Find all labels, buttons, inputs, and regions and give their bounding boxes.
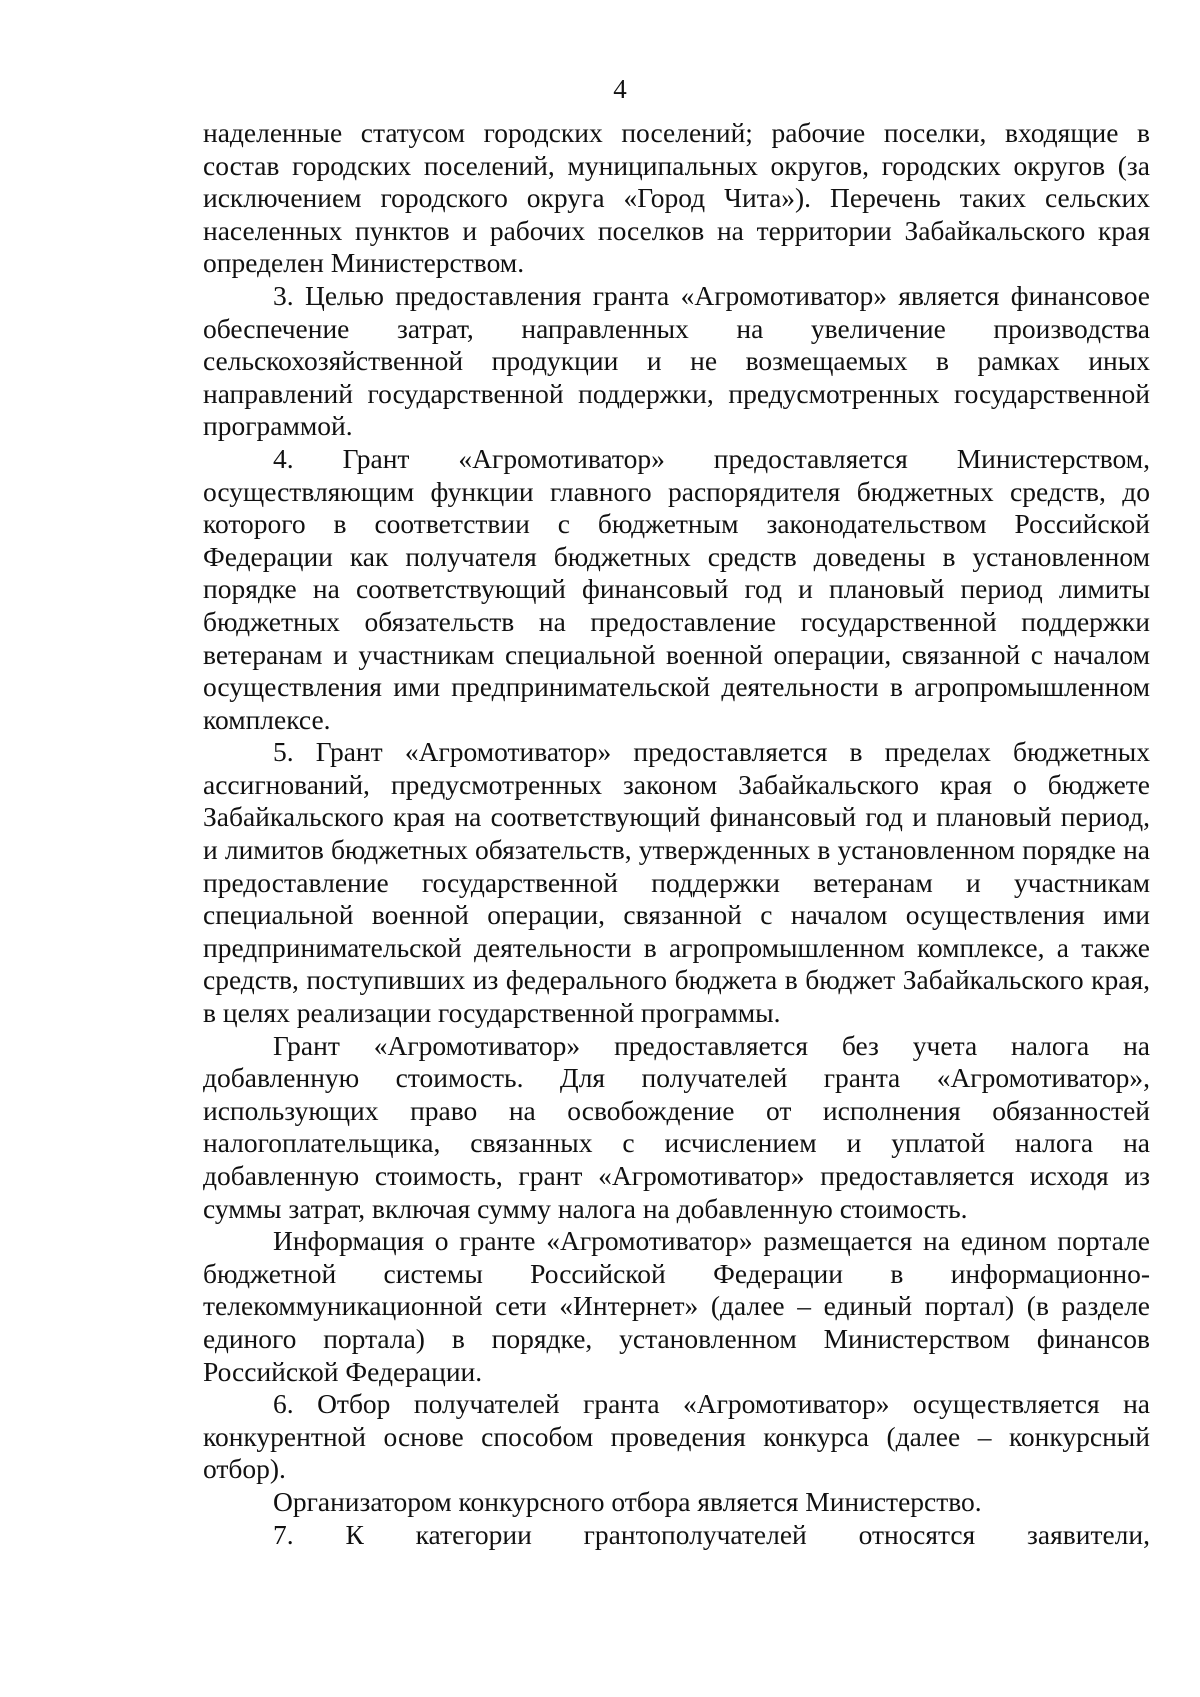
- paragraph-portal-info: Информация о гранте «Агромотиватор» размещается на едином портале бюджетной системы Российской Федерации в информационно-телекоммуникационной сети «Интернет» (далее – единый портал) (в разделе единого портала) в порядке, установленном Министерством финансов Российской Федерации.: [203, 1225, 1150, 1387]
- paragraph-vat: Грант «Агромотиватор» предоставляется без учета налога на добавленную стоимость. Для получателей гранта «Агромотиватор», использующих право на освобождение от исполнения обязанностей налогоплательщика, связанных с исчислением и уплатой налога на добавленную стоимость, грант «Агромотиватор» предоставляется исходя из суммы затрат, включая сумму налога на добавленную стоимость.: [203, 1029, 1150, 1224]
- page-number: 4: [613, 74, 627, 104]
- paragraph-item-3: 3. Целью предоставления гранта «Агромотиватор» является финансовое обеспечение затрат, направленных на увеличение производства сельскохозяйственной продукции и не возмещаемых в рамках иных направлений государственной поддержки, предусмотренных государственной программой.: [203, 279, 1150, 442]
- paragraph-item-5: 5. Грант «Агромотиватор» предоставляется в пределах бюджетных ассигнований, предусмотренных законом Забайкальского края о бюджете Забайкальского края на соответствующий финансовый год и плановый период, и лимитов бюджетных обязательств, утвержденных в установленном порядке на предоставление государственной поддержки ветеранам и участникам специальной военной операции, связанной с началом осуществления ими предпринимательской деятельности в агропромышленном комплексе, а также средств, поступивших из федерального бюджета в бюджет Забайкальского края, в целях реализации государственной программы.: [203, 736, 1150, 1029]
- paragraph-item-4: 4. Грант «Агромотиватор» предоставляется Министерством, осуществляющим функции главного распорядителя бюджетных средств, до которого в соответствии с бюджетным законодательством Российской Федерации как получателя бюджетных средств доведены в установленном порядке на соответствующий финансовый год и плановый период лимиты бюджетных обязательств на предоставление государственной поддержки ветеранам и участникам специальной военной операции, связанной с началом осуществления ими предпринимательской деятельности в агропромышленном комплексе.: [203, 442, 1150, 735]
- paragraph-item-6: 6. Отбор получателей гранта «Агромотиватор» осуществляется на конкурентной основе способом проведения конкурса (далее – конкурсный отбор).: [203, 1388, 1150, 1485]
- document-body: [203, 117, 1150, 1551]
- paragraph-continuation: наделенные статусом городских поселений; рабочие поселки, входящие в состав городских поселений, муниципальных округов, городских округов (за исключением городского округа «Город Чита»). Перечень таких сельских населенных пунктов и рабочих поселков на территории Забайкальского края определен Министерством.: [203, 117, 1150, 279]
- paragraph-item-7: 7. К категории грантополучателей относятся заявители,: [273, 1518, 1150, 1550]
- paragraph-organizer: Организатором конкурсного отбора является Министерство.: [273, 1485, 982, 1517]
